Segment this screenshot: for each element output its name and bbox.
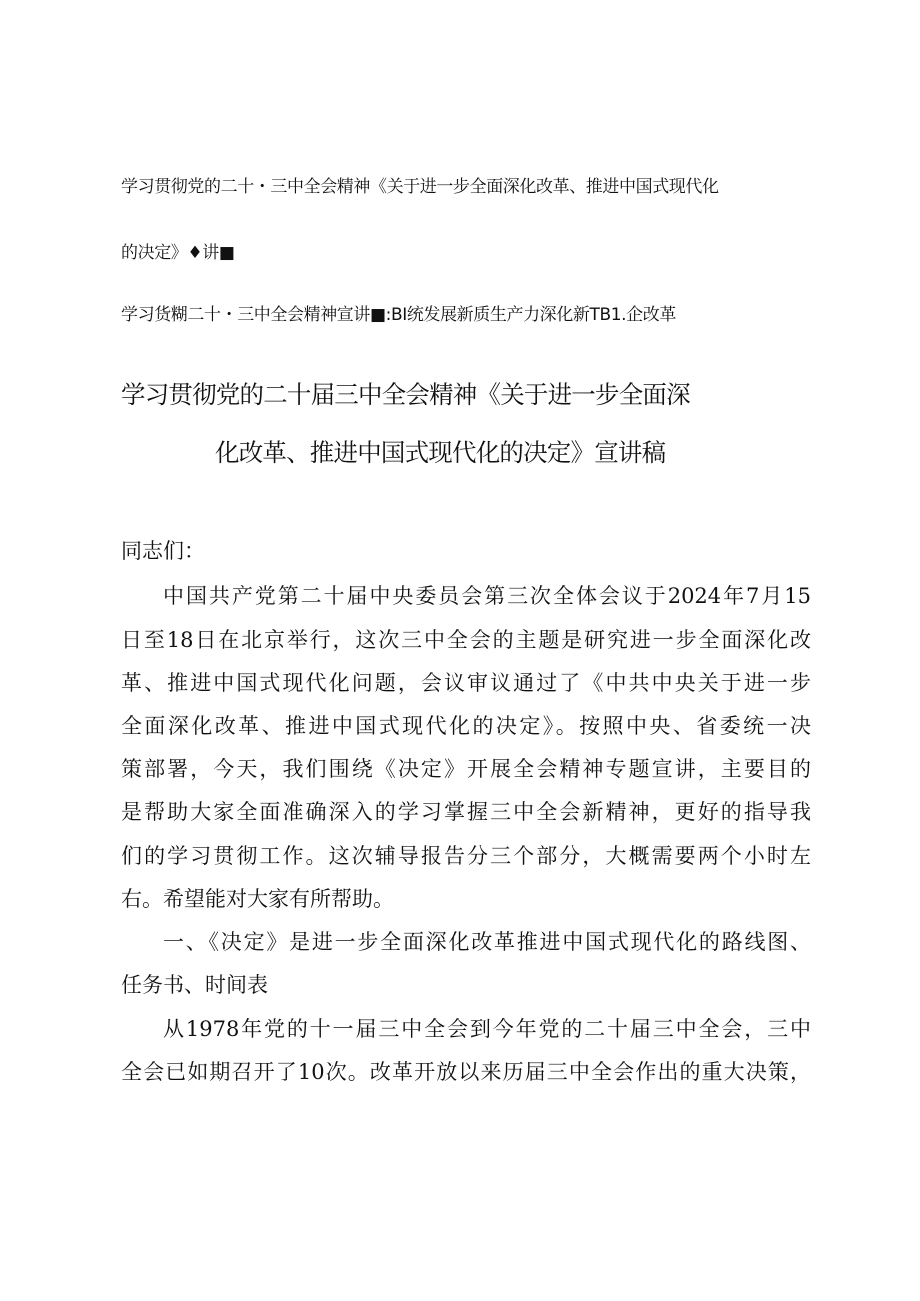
header-title-line-3: 学习货糊二十・三中全会精神宣讲■:BI统发展新质生产力深化新TB1.企改革 <box>121 305 676 325</box>
paragraph-2-line-2: 全会已如期召开了10次。改革开放以来历届三中全会作出的重大决策， <box>121 1060 811 1084</box>
paragraph-1-line-8: 右。希望能对大家有所帮助。 <box>121 887 394 911</box>
paragraph-1-line-2: 日至18日在北京举行，这次三中全会的主题是研究进一步全面深化改 <box>121 628 811 652</box>
paragraph-1-line-4: 全面深化改革、推进中国式现代化的决定》。按照中央、省委统一决 <box>121 714 811 738</box>
paragraph-1-line-7: 们的学习贯彻工作。这次辅导报告分三个部分，大概需要两个小时左 <box>121 844 811 868</box>
paragraph-1-line-3: 革、推进中国式现代化问题，会议审议通过了《中共中央关于进一步 <box>121 671 811 695</box>
main-title-line-2: 化改革、推进中国式现代化的决定》宣讲稿 <box>215 438 666 467</box>
greeting: 同志们： <box>121 539 205 563</box>
section-1-heading-line-2: 任务书、时间表 <box>121 973 268 997</box>
section-1-heading-line-1: 一、《决定》是进一步全面深化改革推进中国式现代化的路线图、 <box>163 930 811 954</box>
paragraph-2-line-1: 从1978年党的十一届三中全会到今年党的二十届三中全会，三中 <box>163 1017 811 1041</box>
paragraph-1-line-6: 是帮助大家全面准确深入的学习掌握三中全会新精神，更好的指导我 <box>121 800 811 824</box>
header-title-line-1: 学习贯彻党的二十・三中全会精神《关于进一步全面深化改革、推进中国式现代化 <box>121 177 719 197</box>
main-title-line-1: 学习贯彻党的二十届三中全会精神《关于进一步全面深 <box>121 380 690 409</box>
paragraph-1-line-5: 策部署，今天，我们围绕《决定》开展全会精神专题宣讲，主要目的 <box>121 757 811 781</box>
header-title-line-2: 的决定》♦讲■ <box>121 243 235 263</box>
paragraph-1-line-1: 中国共产党第二十届中央委员会第三次全体会议于2024年7月15 <box>163 584 811 608</box>
